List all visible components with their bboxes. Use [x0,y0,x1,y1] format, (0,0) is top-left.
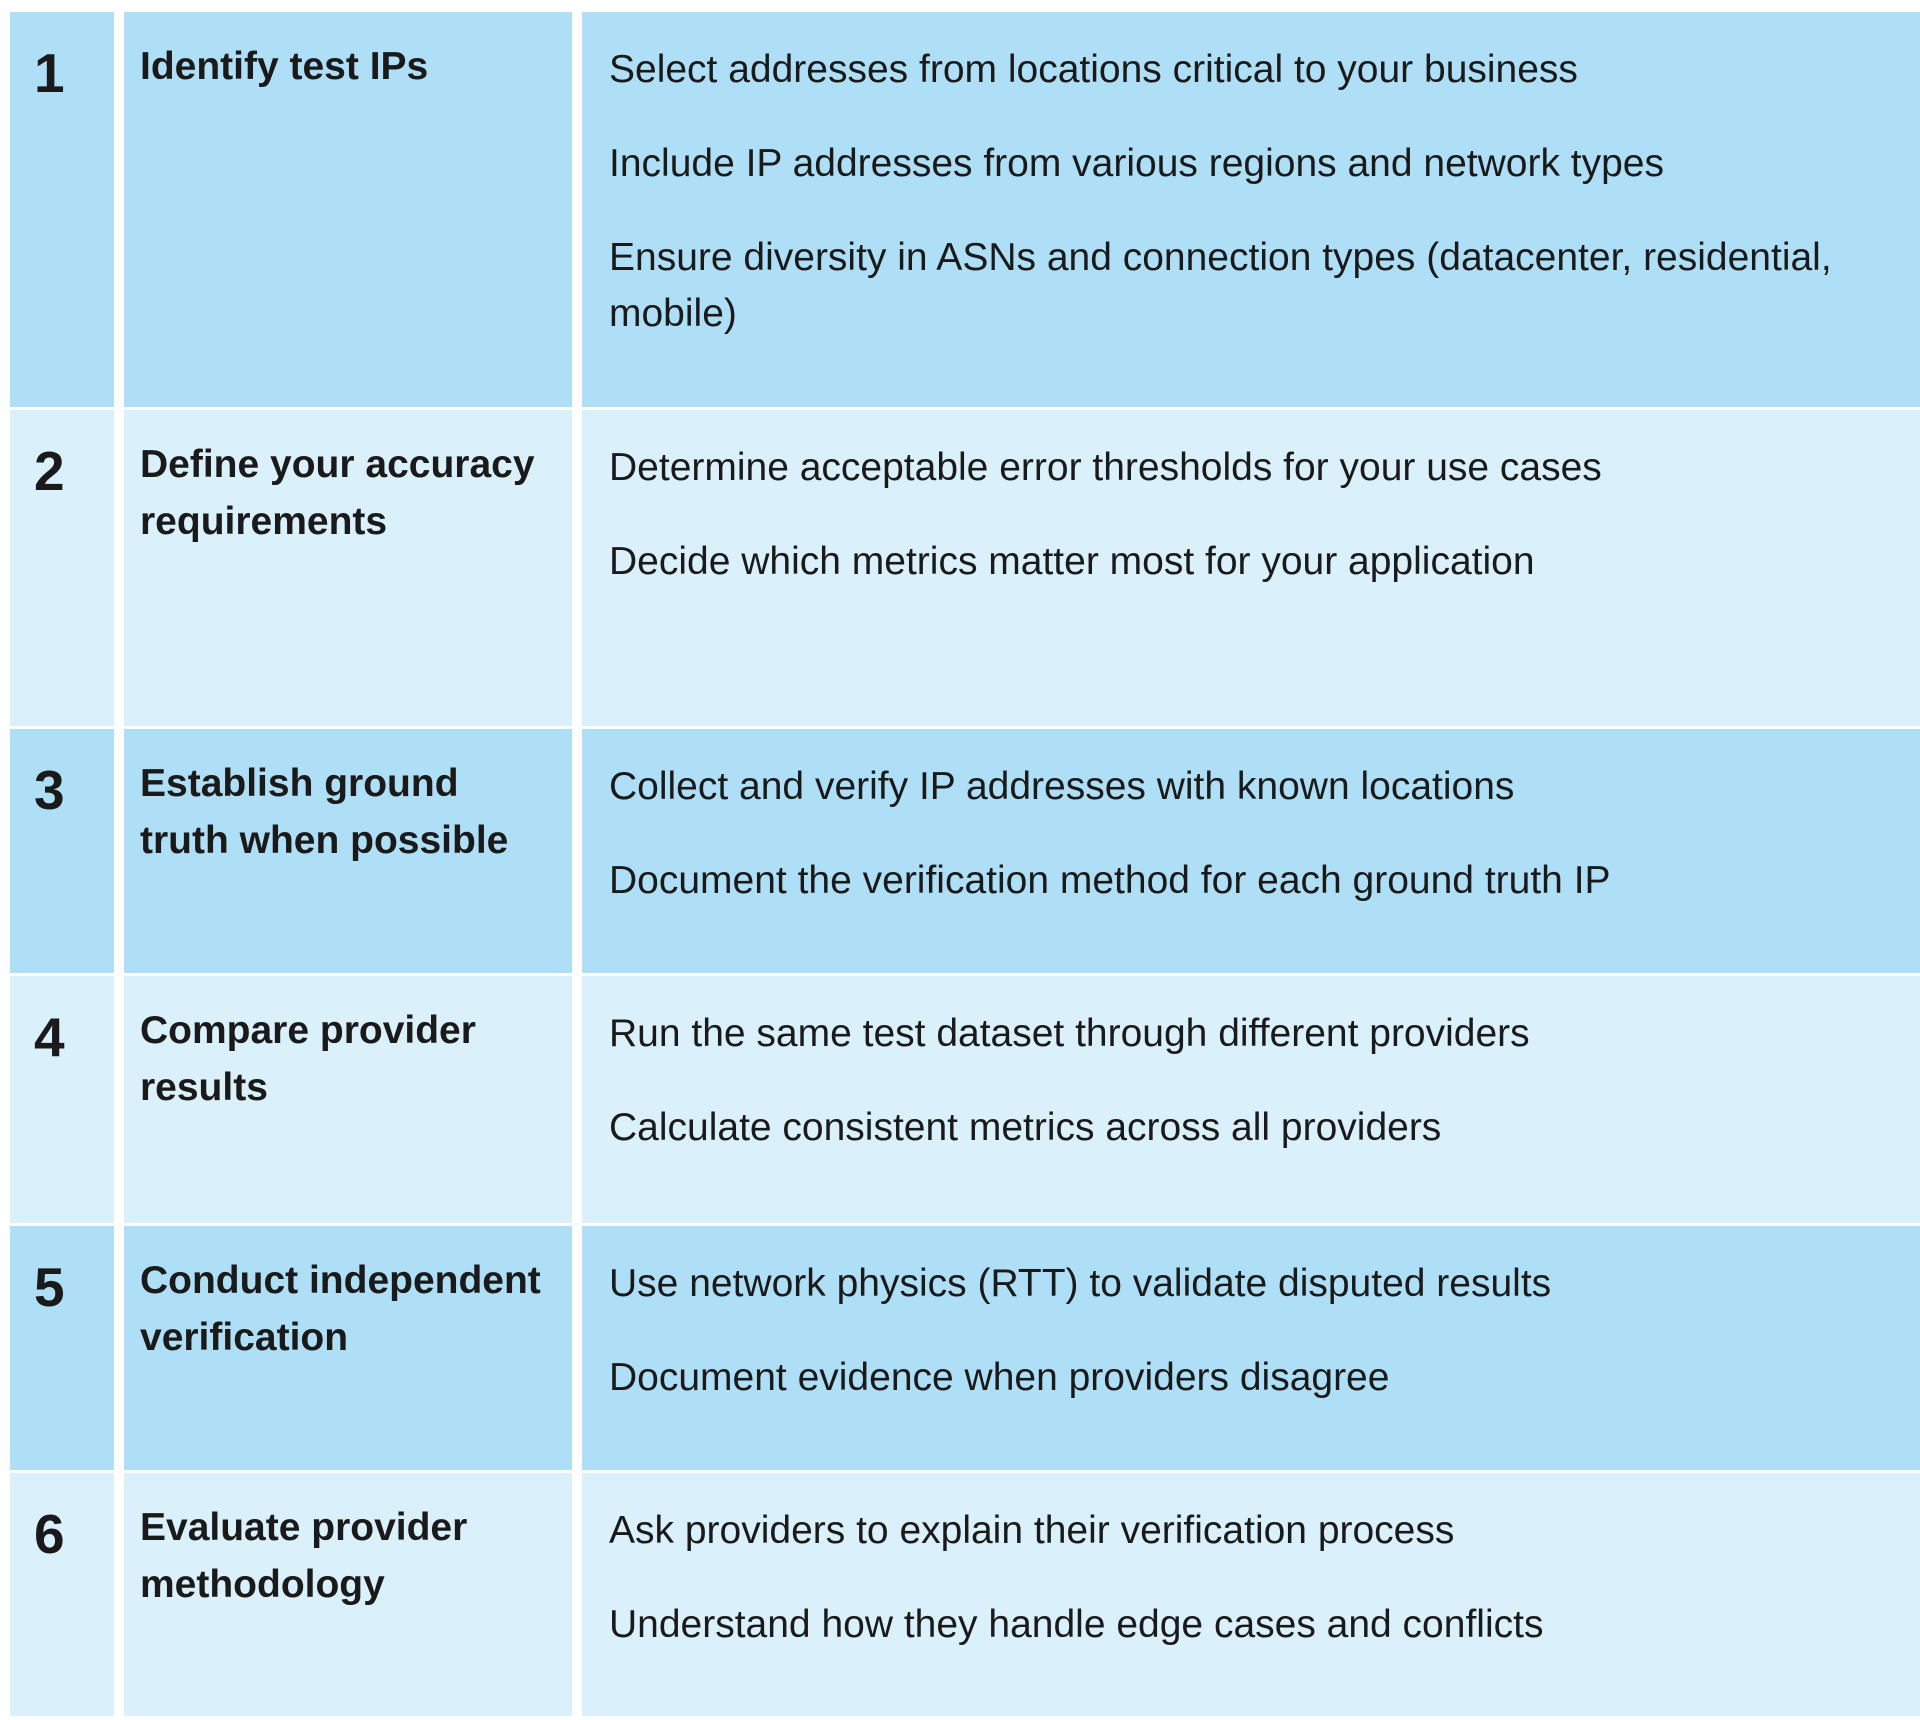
step-details [582,976,1920,1223]
step-details [582,410,1920,726]
step-detail-item: Collect and verify IP addresses with known locations [609,765,1515,808]
step-detail-item: Calculate consistent metrics across all providers [609,1106,1442,1149]
step-title: Identify test IPs [124,12,572,407]
step-detail-item: Run the same test dataset through different providers [609,1012,1530,1055]
step-detail-item: Document the verification method for each ground truth IP [609,859,1611,902]
step-title: Define your accuracy requirements [124,410,572,726]
step-details [582,1473,1920,1716]
steps-table [10,12,1910,1716]
step-number: 1 [10,12,114,407]
step-details [582,12,1920,407]
step-title: Evaluate provider methodology [124,1473,572,1716]
step-number: 3 [10,729,114,973]
step-number: 4 [10,976,114,1223]
step-detail-item: Use network physics (RTT) to validate disputed results [609,1262,1552,1305]
step-detail-item: Ensure diversity in ASNs and connection types (datacenter, residential, mobile) [609,236,1832,335]
step-title: Compare provider results [124,976,572,1223]
step-number: 5 [10,1226,114,1470]
step-detail-item: Decide which metrics matter most for your application [609,540,1535,583]
step-detail-item: Determine acceptable error thresholds for your use cases [609,446,1602,489]
step-detail-item: Ask providers to explain their verification process [609,1509,1455,1552]
step-details [582,1226,1920,1470]
step-number: 2 [10,410,114,726]
step-detail-item: Document evidence when providers disagree [609,1356,1390,1399]
step-title: Establish ground truth when possible [124,729,572,973]
step-title: Conduct independent verification [124,1226,572,1470]
step-detail-item: Select addresses from locations critical to your business [609,48,1578,91]
step-detail-item: Include IP addresses from various regions and network types [609,142,1664,185]
step-details [582,729,1920,973]
step-number: 6 [10,1473,114,1716]
step-detail-item: Understand how they handle edge cases and conflicts [609,1603,1544,1646]
